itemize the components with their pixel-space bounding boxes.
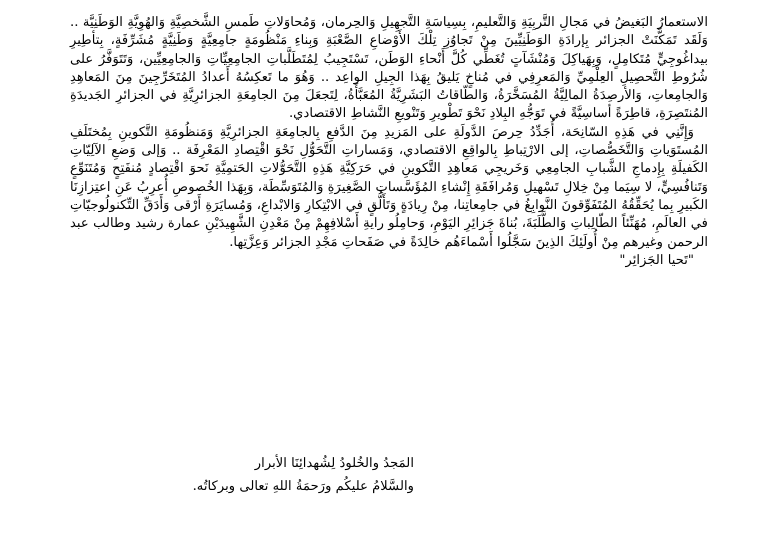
paragraph-1: الاستعمارُ البَغيضُ في مَجالِ التَّربِيَةِ وَالتَّعليمِ، بِسِياسَةِ التَّجهِيلِ وَالحِرمان، وَمُحاوَلاتِ طَمسِ الشَّخصِيَّةِ وَالهُوِيَّةِ الوَطَنِيَّة .. وَلَقَد تَمَكَّنَتْ الجزائر بِإرادَةِ الوَطَنِيِّينَ مِنْ تَجاوُزِ تِلْكَ الأَوْضاعِ الصَّعْبَةِ وَبِناءِ مَنْظُومَةٍ جامِعِيَّةٍ وَطَنِيَّةٍ مُشَرِّفَةٍ، بِتأطِيرِ بيداغُوجِيٍّ مُتَكامِلٍ، وَبِهَياكِلَ وَمُنْشَآتٍ تُغَطِّي كُلَّ أَنْحاءِ الوَطَن، تَسْتَجِيبُ لِمُتَطَلَّباتِ الجامِعِيِّاتِ وَالجامِعِيِّين، وَتَتَوَفَّرُ على شُرُوطِ التَّحصِيلِ العِلْمِيِّ وَالمَعرِفِي في مُناخٍ يَليقُ بِهَذا الجِيلِ الواعِد .. وَهُوَ ما تَعكِسُهُ أَعدادُ المُتَخَرِّجِينَ مِنَ المَعاهِدِ وَالجامِعاتِ، وَالأرصِدَةُ المالِيَّةُ المُسَخَّرَةُ، وَالطّاقاتُ البَشَرِيَّةُ المُعَبَّأَةُ، لِتَجعَلَ مِنَ الجامِعَةِ الجزائرِيَّةِ في الجزائرِ الجَديدَةِ المُنتَصِرَةِ، قاطِرَةً أساسِيَّةً في تَوَجُّهِ البِلادِ نَحْوَ تَطْويرِ وَتَنْويعِ النَّشاطِ الاقتصادي. [70,15,708,122]
signoff-line-2: والسَّلامُ عليكُم ورَحمَةُ اللهِ تعالى وبركاتُه. [192,479,414,494]
paragraph-2: وَإِنَّنِي في هَذِهِ السّانِحَة، أُجَدِّدُ حِرصَ الدَّولَةِ على المَزيدِ مِنَ الدَّفعِ بِالجامِعَةِ الجزائرِيَّةِ وَمَنظُومَةِ التَّكوينِ بِمُختَلَفِ المُستَوَياتِ وَالتَّخَصُّصاتِ، إلى الارْتِباطِ بِالواقِعِ الاقتصادي، وَمَساراتِ التَّحَوُّلِ نَحْوَ اقْتِصادِ المَعْرِفَة .. وَإلى وَضعِ الآلِيّاتِ الكَفيلَةِ بِإِدماجِ الشَّبابِ الجامِعِي وَخَريجِي مَعاهِدِ التَّكوينِ في حَرَكِيَّةِ هَذِهِ التَّحَوُّلاتِ الحَتمِيَّةِ نَحوَ اقْتِصادٍ مُنفَتِحٍ وَمُتَنَوِّعٍ وَتَنافُسِيٍّ، لا سِيَما مِنْ خِلالِ تَسْهيلِ وَمُرافَقَةِ إِنْشاءِ المُؤَسَّساتِ الصَّغِيرَةِ وَالمُتَوَسِّطَة، وَبِهَذا الخُصوصِ أُعرِبُ عَنِ اعتِزازِنَا الكَبيرِ بِما يُحَقِّقُهُ المُتَفَوِّقونَ النَّوابِغُ في جامِعاتِنا، مِنْ رِيادَةٍ وَتَأَلُّقٍ في الابْتِكارِ وَالابْداعِ، وَمُسايَرَةِ أَرْقى وَأَدَقِّ التِّكنولُوجيّاتِ في العالَمِ، مُهَنِّئاً الطّالِباتِ وَالطَّلَبَةَ، بُناةَ جَزائِرِ اليَوْمِ، وَحامِلُو رايةِ أَسْلافِهِمْ مِنْ مَعْدِنِ الشَّهِيدَيْنِ عمارة رشيد وطالب عبد الرحمن وغيرهم مِنْ أُولَئِكَ الذِينَ سَجَّلُوا أَسْماءَهُم خالِدَةً في صَفَحاتِ مَجْدِ الجزائر وَعِزَّتِها. [70,124,708,250]
closing-slogan: "تَحيا الجَزائِر" [619,252,694,268]
signoff-block [193,452,414,498]
document-body [70,14,708,270]
signoff-line-1: المَجدُ والخُلودُ لِشُهدائِنَا الأبرار [254,456,414,471]
